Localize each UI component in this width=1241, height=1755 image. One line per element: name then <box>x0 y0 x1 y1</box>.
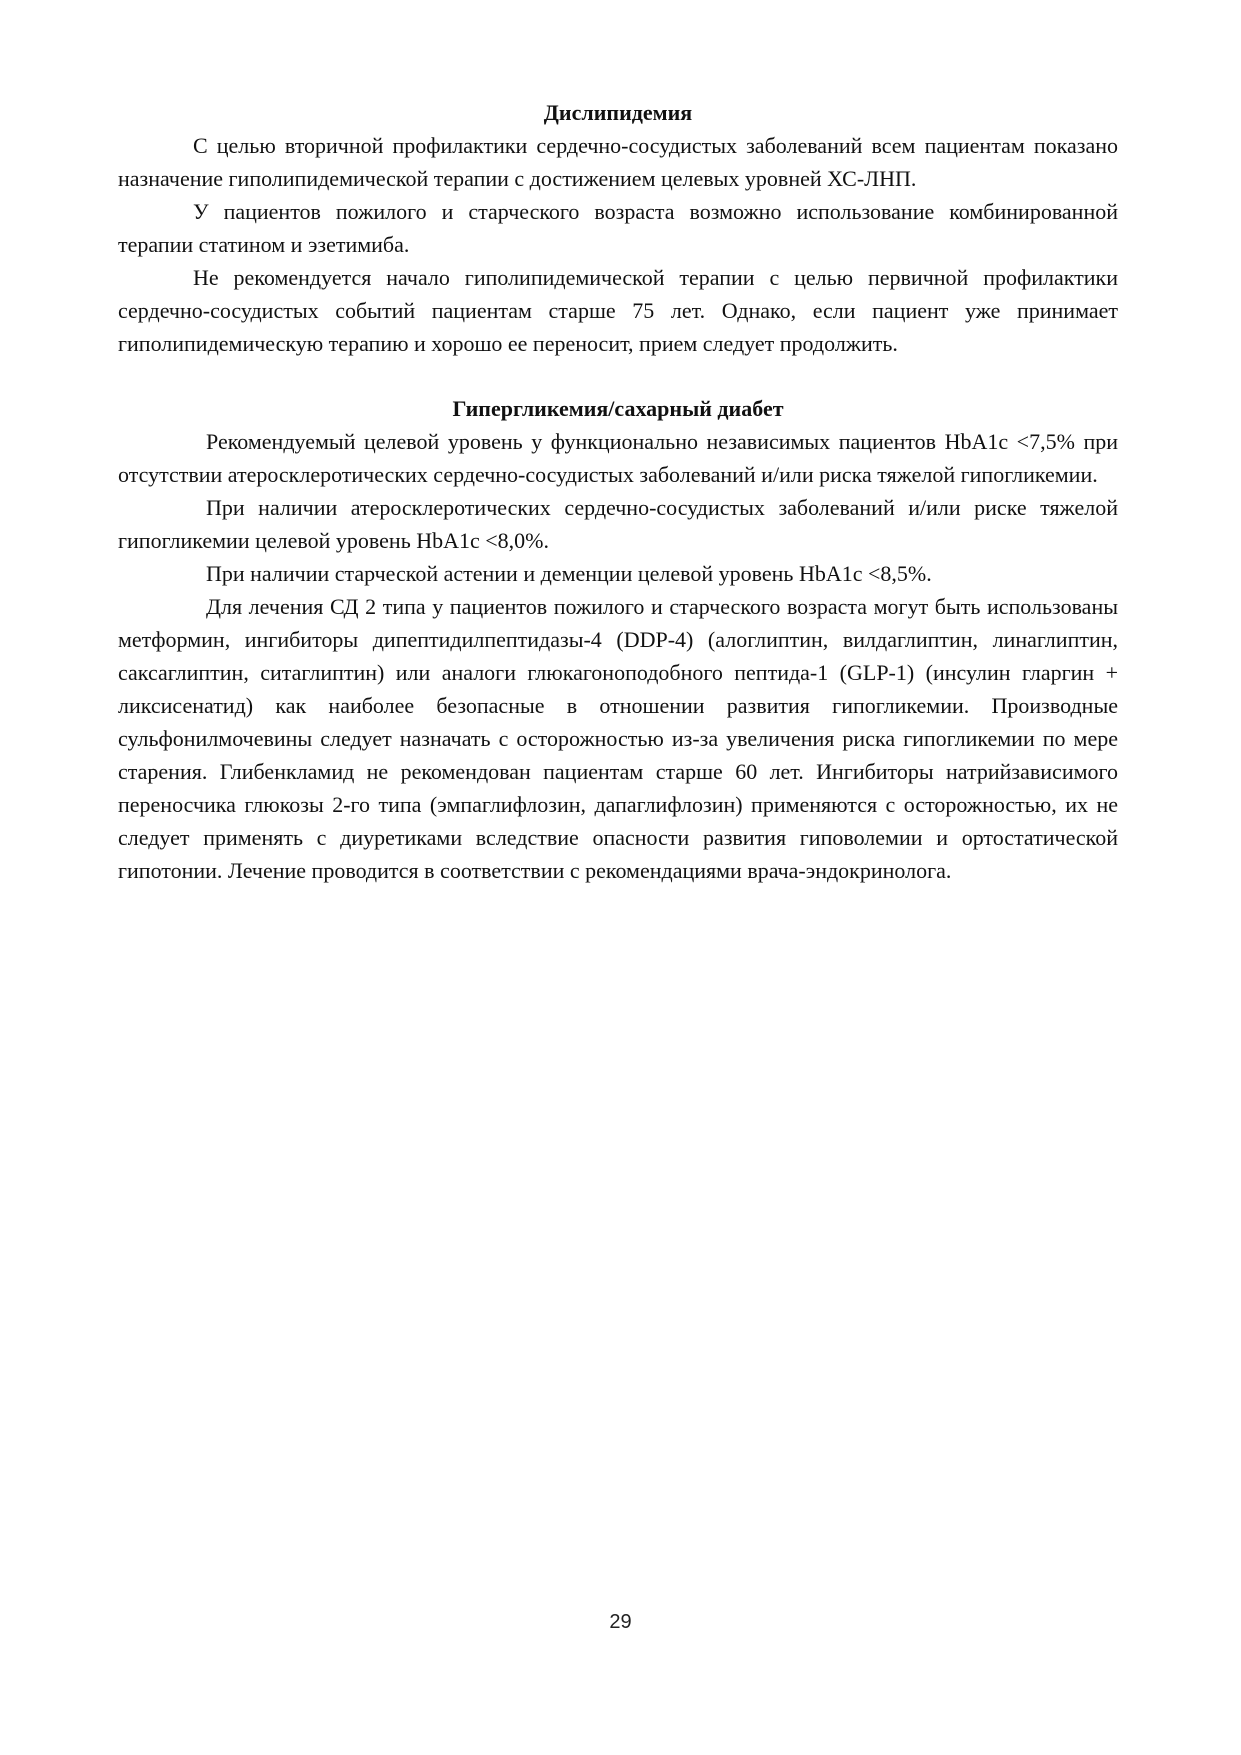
paragraph: При наличии атеросклеротических сердечно-сосудистых заболеваний и/или риске тяжелой гипогликемии целевой уровень HbA1c <8,0%. <box>118 495 1118 553</box>
paragraph: Не рекомендуется начало гиполипидемической терапии с целью первичной профилактики сердечно-сосудистых событий пациентам старше 75 лет. Однако, если пациент уже принимает гиполипидемическую терапию и хорошо ее переносит, прием следует продолжить. <box>118 265 1118 356</box>
paragraph: Рекомендуемый целевой уровень у функционально независимых пациентов HbA1c <7,5% при отсутствии атеросклеротических сердечно-сосудистых заболеваний и/или риска тяжелой гипогликемии. <box>118 429 1118 487</box>
paragraph: У пациентов пожилого и старческого возраста возможно использование комбинированной терапии статином и эзетимиба. <box>118 199 1118 257</box>
page-number: 29 <box>609 1611 632 1633</box>
document-page <box>118 96 1118 887</box>
section-title-dyslipidemia: Дислипидемия <box>543 100 693 125</box>
section-spacer <box>118 360 1118 392</box>
section-title-hyperglycemia: Гипергликемия/сахарный диабет <box>452 396 784 421</box>
paragraph: При наличии старческой астении и деменции целевой уровень HbA1c <8,5%. <box>206 561 932 586</box>
paragraph: Для лечения СД 2 типа у пациентов пожилого и старческого возраста могут быть использованы метформин, ингибиторы дипептидилпептидазы-4 (DDP-4) (алоглиптин, вилдаглиптин, линаглиптин, саксаглиптин, ситаглиптин) или аналоги глюкагоноподобного пептида-1 (GLP-1) (инсулин гларгин + ликсисенатид) как наиболее безопасные в отношении развития гипогликемии. Производные сульфонилмочевины следует назначать с осторожностью из-за увеличения риска гипогликемии по мере старения. Глибенкламид не рекомендован пациентам старше 60 лет. Ингибиторы натрийзависимого переносчика глюкозы 2-го типа (эмпаглифлозин, дапаглифлозин) применяются с осторожностью, их не следует применять с диуретиками вследствие опасности развития гиповолемии и ортостатической гипотонии. Лечение проводится в соответствии с рекомендациями врача-эндокринолога. <box>118 594 1118 883</box>
paragraph: С целью вторичной профилактики сердечно-сосудистых заболеваний всем пациентам показано назначение гиполипидемической терапии с достижением целевых уровней ХС-ЛНП. <box>118 133 1118 191</box>
